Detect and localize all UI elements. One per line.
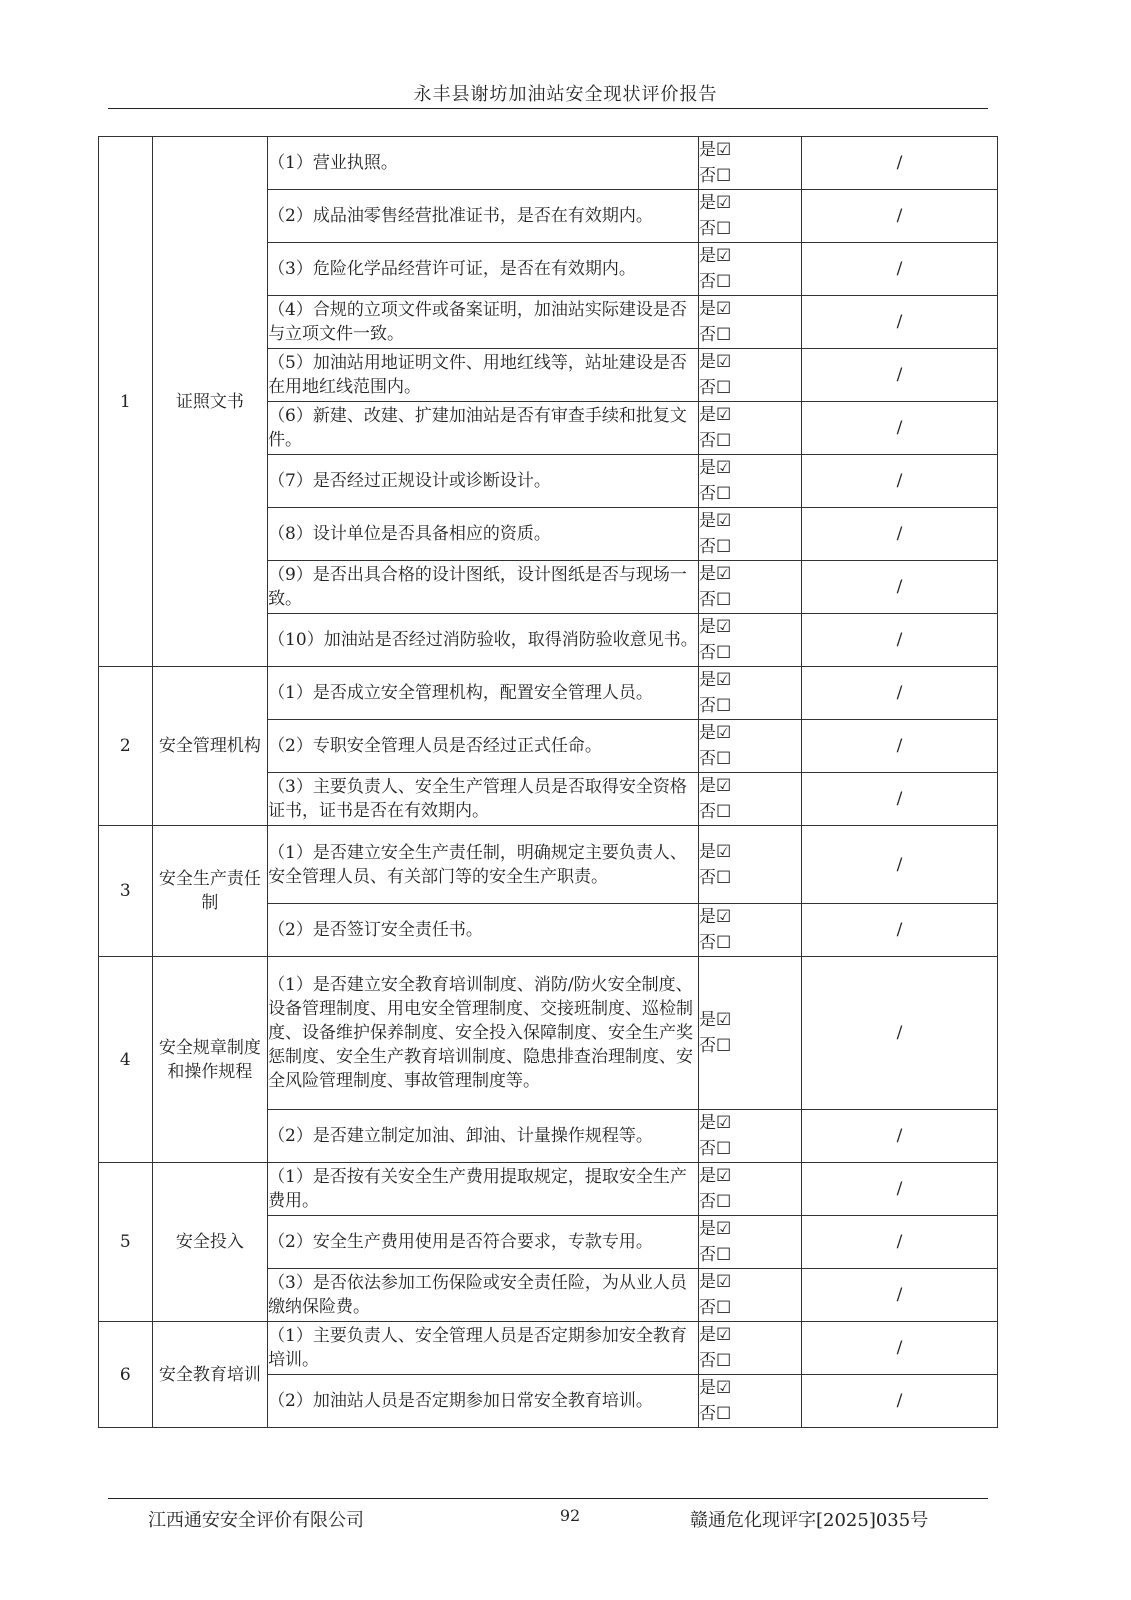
yes-checkbox-checked: 是☑ <box>699 1272 732 1292</box>
yes-checkbox-checked: 是☑ <box>699 1010 732 1030</box>
no-checkbox-empty: 否☐ <box>699 1192 732 1212</box>
footer-divider <box>108 1498 988 1499</box>
yes-checkbox-checked: 是☑ <box>699 564 732 584</box>
no-checkbox-empty: 否☐ <box>699 537 732 557</box>
check-result: / <box>802 1110 998 1163</box>
no-checkbox-empty: 否☐ <box>699 749 732 769</box>
check-item-text: （2）安全生产费用使用是否符合要求，专款专用。 <box>268 1216 699 1269</box>
no-checkbox-empty: 否☐ <box>699 802 732 822</box>
group-number: 5 <box>99 1163 153 1322</box>
yes-checkbox-checked: 是☑ <box>699 670 732 690</box>
check-result: / <box>802 904 998 957</box>
check-options <box>699 1322 802 1375</box>
check-result: / <box>802 826 998 904</box>
check-options <box>699 455 802 508</box>
group-category: 安全管理机构 <box>152 667 267 826</box>
check-result: / <box>802 190 998 243</box>
check-item-text: （2）是否签订安全责任书。 <box>268 904 699 957</box>
check-options <box>699 1163 802 1216</box>
group-number: 6 <box>99 1322 153 1428</box>
no-checkbox-empty: 否☐ <box>699 590 732 610</box>
checklist-body <box>99 137 998 1428</box>
check-item-text: （7）是否经过正规设计或诊断设计。 <box>268 455 699 508</box>
yes-checkbox-checked: 是☑ <box>699 776 732 796</box>
table-row <box>99 137 998 190</box>
group-category: 证照文书 <box>152 137 267 667</box>
check-item-text: （2）专职安全管理人员是否经过正式任命。 <box>268 720 699 773</box>
group-category: 安全教育培训 <box>152 1322 267 1428</box>
check-options <box>699 296 802 349</box>
check-item-text: （9）是否出具合格的设计图纸，设计图纸是否与现场一致。 <box>268 561 699 614</box>
check-result: / <box>802 1163 998 1216</box>
check-result: / <box>802 243 998 296</box>
check-options <box>699 720 802 773</box>
yes-checkbox-checked: 是☑ <box>699 352 732 372</box>
check-result: / <box>802 773 998 826</box>
check-item-text: （2）是否建立制定加油、卸油、计量操作规程等。 <box>268 1110 699 1163</box>
no-checkbox-empty: 否☐ <box>699 1298 732 1318</box>
footer-page-number: 92 <box>559 1506 581 1525</box>
yes-checkbox-checked: 是☑ <box>699 1325 732 1345</box>
check-item-text: （4）合规的立项文件或备案证明，加油站实际建设是否与立项文件一致。 <box>268 296 699 349</box>
check-item-text: （5）加油站用地证明文件、用地红线等，站址建设是否在用地红线范围内。 <box>268 349 699 402</box>
no-checkbox-empty: 否☐ <box>699 166 732 186</box>
no-checkbox-empty: 否☐ <box>699 643 732 663</box>
check-options <box>699 904 802 957</box>
no-checkbox-empty: 否☐ <box>699 1351 732 1371</box>
yes-checkbox-checked: 是☑ <box>699 1219 732 1239</box>
check-result: / <box>802 137 998 190</box>
yes-checkbox-checked: 是☑ <box>699 299 732 319</box>
group-category: 安全投入 <box>152 1163 267 1322</box>
footer-document-number: 赣通危化现评字[2025]035号 <box>690 1510 929 1531</box>
no-checkbox-empty: 否☐ <box>699 1139 732 1159</box>
group-number: 1 <box>99 137 153 667</box>
table-row <box>99 1163 998 1216</box>
group-number: 2 <box>99 667 153 826</box>
no-checkbox-empty: 否☐ <box>699 484 732 504</box>
check-options <box>699 508 802 561</box>
yes-checkbox-checked: 是☑ <box>699 841 732 862</box>
check-options <box>699 1216 802 1269</box>
yes-checkbox-checked: 是☑ <box>699 511 732 531</box>
check-item-text: （1）是否按有关安全生产费用提取规定，提取安全生产费用。 <box>268 1163 699 1216</box>
check-result: / <box>802 508 998 561</box>
yes-checkbox-checked: 是☑ <box>699 458 732 478</box>
check-item-text: （2）成品油零售经营批准证书，是否在有效期内。 <box>268 190 699 243</box>
yes-checkbox-checked: 是☑ <box>699 1166 732 1186</box>
yes-checkbox-checked: 是☑ <box>699 723 732 743</box>
check-options <box>699 1110 802 1163</box>
page-header-title: 永丰县谢坊加油站安全现状评价报告 <box>413 84 718 105</box>
check-item-text: （1）营业执照。 <box>268 137 699 190</box>
no-checkbox-empty: 否☐ <box>699 933 732 953</box>
check-result: / <box>802 614 998 667</box>
check-result: / <box>802 402 998 455</box>
check-options <box>699 773 802 826</box>
check-options <box>699 826 802 904</box>
check-result: / <box>802 455 998 508</box>
check-options <box>699 667 802 720</box>
no-checkbox-empty: 否☐ <box>699 696 732 716</box>
group-number: 3 <box>99 826 153 957</box>
check-result: / <box>802 1322 998 1375</box>
footer-company: 江西通安安全评价有限公司 <box>148 1510 364 1531</box>
check-options <box>699 349 802 402</box>
check-result: / <box>802 296 998 349</box>
safety-checklist-table <box>98 136 998 1428</box>
yes-checkbox-checked: 是☑ <box>699 405 732 425</box>
check-options <box>699 137 802 190</box>
check-item-text: （1）主要负责人、安全管理人员是否定期参加安全教育培训。 <box>268 1322 699 1375</box>
check-item-text: （6）新建、改建、扩建加油站是否有审查手续和批复文件。 <box>268 402 699 455</box>
yes-checkbox-checked: 是☑ <box>699 907 732 927</box>
no-checkbox-empty: 否☐ <box>699 219 732 239</box>
check-item-text: （1）是否建立安全教育培训制度、消防/防火安全制度、设备管理制度、用电安全管理制度、交接班制度、巡检制度、设备维护保养制度、安全投入保障制度、安全生产奖惩制度、安全生产教育培训制度、隐患排查治理制度、安全风险管理制度、事故管理制度等。 <box>268 957 699 1110</box>
check-result: / <box>802 957 998 1110</box>
check-result: / <box>802 1216 998 1269</box>
check-result: / <box>802 561 998 614</box>
yes-checkbox-checked: 是☑ <box>699 1378 732 1398</box>
table-row <box>99 667 998 720</box>
check-options <box>699 190 802 243</box>
check-options <box>699 402 802 455</box>
check-item-text: （1）是否建立安全生产责任制，明确规定主要负责人、安全管理人员、有关部门等的安全生产职责。 <box>268 826 699 904</box>
table-row <box>99 826 998 904</box>
yes-checkbox-checked: 是☑ <box>699 193 732 213</box>
check-item-text: （2）加油站人员是否定期参加日常安全教育培训。 <box>268 1375 699 1428</box>
group-number: 4 <box>99 957 153 1163</box>
yes-checkbox-checked: 是☑ <box>699 1113 732 1133</box>
yes-checkbox-checked: 是☑ <box>699 140 732 160</box>
no-checkbox-empty: 否☐ <box>699 272 732 292</box>
check-result: / <box>802 1269 998 1322</box>
check-result: / <box>802 667 998 720</box>
check-item-text: （3）主要负责人、安全生产管理人员是否取得安全资格证书，证书是否在有效期内。 <box>268 773 699 826</box>
check-item-text: （3）是否依法参加工伤保险或安全责任险，为从业人员缴纳保险费。 <box>268 1269 699 1322</box>
yes-checkbox-checked: 是☑ <box>699 617 732 637</box>
check-options <box>699 243 802 296</box>
check-item-text: （1）是否成立安全管理机构，配置安全管理人员。 <box>268 667 699 720</box>
check-result: / <box>802 1375 998 1428</box>
check-options <box>699 1269 802 1322</box>
check-result: / <box>802 720 998 773</box>
no-checkbox-empty: 否☐ <box>699 1404 732 1424</box>
header-divider <box>108 108 988 109</box>
check-result: / <box>802 349 998 402</box>
check-item-text: （8）设计单位是否具备相应的资质。 <box>268 508 699 561</box>
no-checkbox-empty: 否☐ <box>699 378 732 398</box>
table-row <box>99 957 998 1110</box>
table-row <box>99 1322 998 1375</box>
check-item-text: （10）加油站是否经过消防验收，取得消防验收意见书。 <box>268 614 699 667</box>
yes-checkbox-checked: 是☑ <box>699 246 732 266</box>
group-category: 安全生产责任制 <box>152 826 267 957</box>
check-options <box>699 561 802 614</box>
no-checkbox-empty: 否☐ <box>699 325 732 345</box>
check-options <box>699 1375 802 1428</box>
no-checkbox-empty: 否☐ <box>699 867 732 888</box>
no-checkbox-empty: 否☐ <box>699 1245 732 1265</box>
no-checkbox-empty: 否☐ <box>699 1036 732 1056</box>
group-category: 安全规章制度和操作规程 <box>152 957 267 1163</box>
check-options <box>699 957 802 1110</box>
no-checkbox-empty: 否☐ <box>699 431 732 451</box>
check-options <box>699 614 802 667</box>
check-item-text: （3）危险化学品经营许可证，是否在有效期内。 <box>268 243 699 296</box>
